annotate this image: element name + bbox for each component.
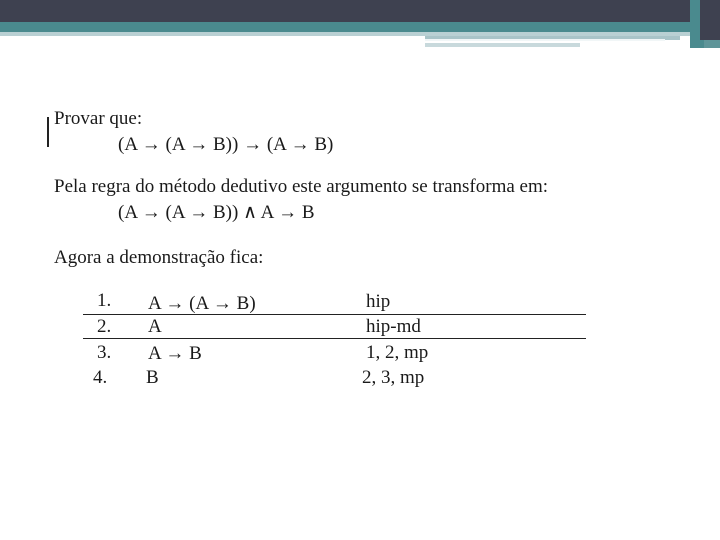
table-rule: [83, 338, 586, 339]
demonstration-heading: Agora a demonstração fica:: [54, 247, 264, 268]
prove-heading: Provar que:: [54, 108, 143, 129]
header-dark-band: [0, 0, 720, 22]
row-justification: 1, 2, mp: [366, 342, 429, 363]
header-corner-edge: [704, 40, 720, 48]
row-number: 3.: [97, 342, 112, 363]
header-white-stripe: [425, 39, 665, 41]
theorem-formula: (A → (A → B)) → (A → B): [118, 134, 334, 155]
row-formula: B: [146, 367, 159, 388]
row-number: 1.: [97, 290, 112, 311]
table-rule: [83, 314, 586, 315]
row-number: 2.: [97, 316, 112, 337]
row-number: 4.: [93, 367, 108, 388]
row-formula: A → (A → B): [148, 293, 256, 314]
row-justification: 2, 3, mp: [362, 367, 425, 388]
header-short-stripe: [425, 43, 580, 47]
row-formula: A → B: [148, 343, 202, 364]
row-formula: A: [148, 316, 162, 337]
transformed-formula: (A → (A → B)) ∧ A → B: [118, 202, 315, 223]
deduction-rule-text: Pela regra do método dedutivo este argumento se transforma em:: [54, 176, 549, 197]
header-teal-band: [0, 22, 720, 32]
row-justification: hip: [366, 291, 391, 312]
text-cursor: [47, 117, 49, 147]
row-justification: hip-md: [366, 316, 421, 337]
header-corner-inner: [700, 0, 720, 40]
